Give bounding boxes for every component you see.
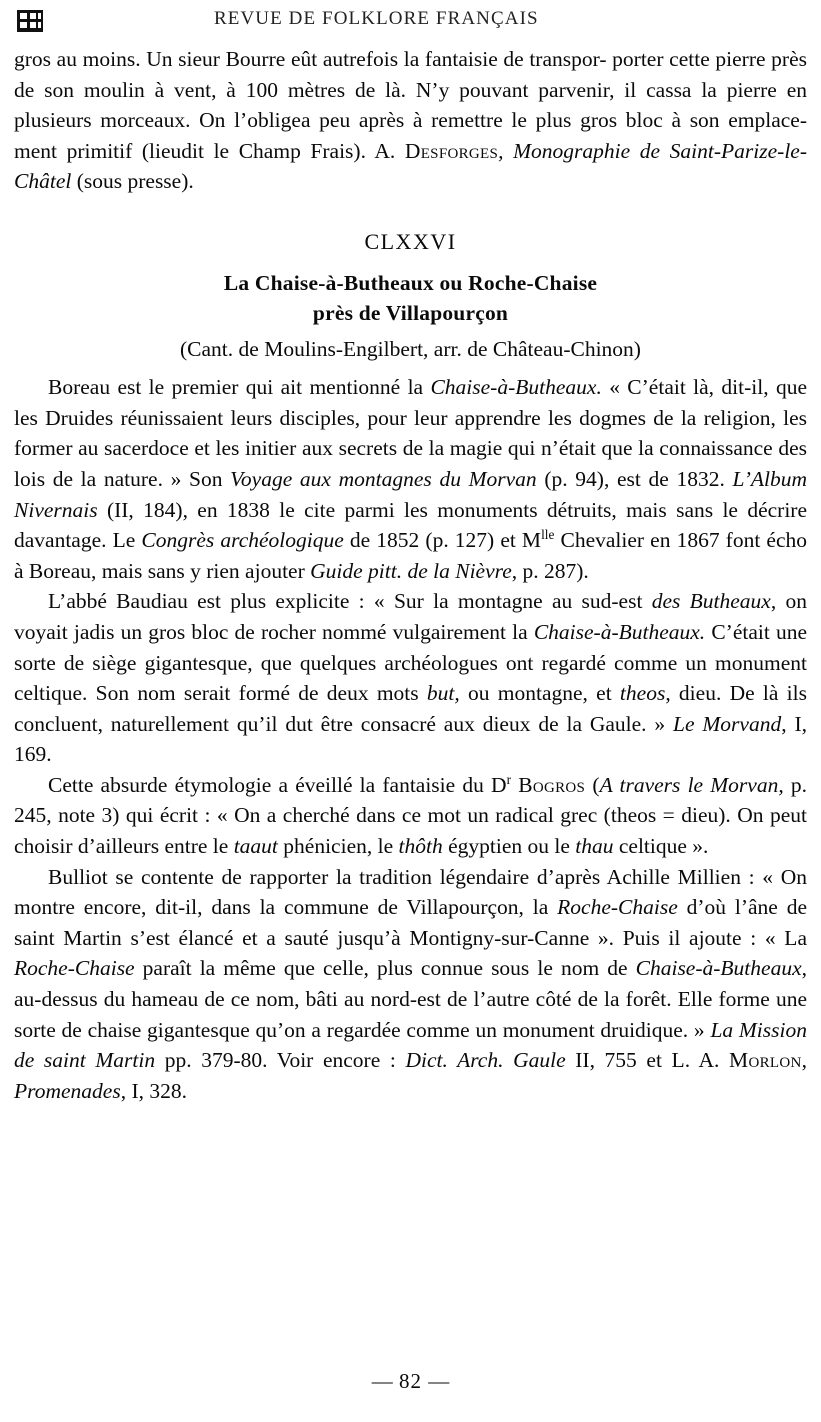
para-boreau-span-8: de 1852 (p. 127) et M bbox=[343, 528, 542, 553]
para-bulliot-span-7: La Mission de saint Martin bbox=[14, 1017, 807, 1073]
para-baudiau-span-10: , I, 169. bbox=[14, 711, 807, 767]
para-bulliot-span-2: d’où l’âne de saint Martin s’est élancé et a sauté jusqu’à Montigny-sur-Canne ». Puis il ajoute : « La bbox=[14, 895, 807, 950]
para-boreau bbox=[14, 372, 807, 586]
para-bogros-span-9: thôth bbox=[398, 834, 443, 859]
para-bogros-span-1: r bbox=[506, 771, 512, 787]
opening-line-1: gros au moins. Un sieur Bourre eût autrefois la fantaisie de transpor- bbox=[14, 47, 607, 71]
opening-work-title: , Monographie de Saint-Parize-le-Châtel bbox=[14, 138, 807, 194]
para-boreau-span-6: (II, 184), en 1838 le cite parmi les monuments détruits, mais sans le décrire davantage. Le bbox=[14, 497, 807, 553]
para-baudiau-span-7: theos bbox=[619, 681, 666, 706]
para-boreau-span-10: Chevalier en 1867 font écho à Boreau, mais sans y rien ajouter bbox=[14, 528, 808, 583]
para-baudiau-span-9: Le Morvand bbox=[673, 711, 782, 736]
para-baudiau-span-8: , dieu. De là ils concluent, naturellement qu’il dut être consacré aux dieux de la Gaule. » bbox=[14, 681, 807, 736]
opening-author: Desforges bbox=[404, 138, 499, 163]
para-bogros-span-10: égyptien ou le bbox=[442, 834, 576, 859]
opening-line-4: On l’obligea peu après à remettre le plus gros bloc à son emplace- bbox=[199, 108, 808, 133]
para-boreau-span-1: Chaise-à-Butheaux. bbox=[430, 375, 602, 400]
para-bulliot-span-13: Promenades bbox=[14, 1078, 121, 1103]
para-boreau-span-3: Voyage aux montagnes du Morvan bbox=[230, 466, 537, 491]
para-bogros-span-8: phénicien, le bbox=[277, 834, 399, 859]
para-boreau-span-4: (p. 94), est de 1832. bbox=[536, 466, 733, 491]
para-baudiau-span-5: but, bbox=[426, 681, 460, 706]
para-bogros-span-11: thau bbox=[575, 834, 614, 859]
para-bulliot-span-4: paraît la même que celle, plus connue sous le nom de bbox=[134, 956, 636, 981]
para-bulliot-span-8: pp. 379-80. Voir encore : bbox=[155, 1048, 406, 1073]
folio-dash-left: — bbox=[371, 1369, 393, 1393]
para-baudiau bbox=[14, 586, 807, 770]
para-bulliot-span-12: , bbox=[801, 1048, 807, 1073]
opening-paragraph bbox=[14, 44, 807, 197]
para-bogros-span-12: celtique ». bbox=[613, 834, 709, 859]
para-boreau-span-11: Guide pitt. de la Nièvre bbox=[310, 558, 512, 583]
page-body bbox=[14, 44, 807, 1106]
paragraph-list bbox=[14, 372, 807, 1106]
running-head-title: REVUE DE FOLKLORE FRANÇAIS bbox=[214, 8, 539, 29]
para-boreau-span-12: , p. 287). bbox=[511, 558, 589, 583]
para-boreau-span-7: Congrès archéologique bbox=[141, 528, 344, 553]
section-title bbox=[14, 268, 807, 328]
para-bogros-span-6: p. 245, note 3) qui écrit : « On a cherché dans ce mot un radical grec (theos = dieu). On peut choisir d’ailleurs entre le bbox=[14, 772, 808, 859]
opening-line-3: N’y pouvant parvenir, il cassa la pierre en plusieurs morceaux. bbox=[14, 77, 807, 133]
para-bulliot-span-10: II, 755 et L. A. bbox=[565, 1048, 730, 1073]
opening-line-5: ment primitif (lieudit le Champ Frais). A. bbox=[14, 138, 405, 163]
para-bogros-span-5: A travers le Morvan, bbox=[599, 772, 784, 797]
para-baudiau-span-1: des Butheaux bbox=[651, 589, 771, 614]
printers-mark-icon bbox=[16, 9, 44, 33]
para-bulliot-span-11: Morlon bbox=[729, 1048, 802, 1073]
para-bogros-span-7: taaut bbox=[233, 834, 278, 859]
para-boreau-span-5: L’Album Nivernais bbox=[14, 466, 807, 522]
para-boreau-span-2: « C’était là, dit-il, que les Druides réunissaient leurs disciples, pour leur apprendre les dogmes de la religion, les former au sacerdoce et les initier aux secrets de la magie qui n’était que la connaissance des lois de la nature. » Son bbox=[14, 375, 807, 491]
section-title-line-1: La Chaise-à-Butheaux ou Roche-Chaise bbox=[223, 270, 598, 295]
para-bulliot-span-6: , au-dessus du hameau de ce nom, bâti au nord-est de l’autre côté de la forêt. Elle forme une sorte de chaise gigantesque qu’on a regardée comme un monument druidique. » bbox=[14, 956, 807, 1042]
running-head bbox=[14, 8, 807, 38]
para-bogros bbox=[14, 770, 807, 862]
folio-number: 82 bbox=[399, 1369, 422, 1393]
para-baudiau-span-2: , on voyait jadis un gros bloc de rocher nommé vulgairement la bbox=[14, 589, 808, 644]
para-bulliot bbox=[14, 862, 807, 1107]
section-number: CLXXVI bbox=[364, 228, 457, 254]
opening-tail: (sous presse). bbox=[71, 169, 194, 194]
para-boreau-span-9: lle bbox=[541, 526, 555, 542]
section-subtitle: (Cant. de Moulins-Engilbert, arr. de Château-Chinon) bbox=[180, 336, 641, 361]
para-bogros-span-4: ( bbox=[585, 772, 600, 797]
para-bulliot-span-5: Chaise-à-Butheaux bbox=[635, 956, 802, 981]
section-title-line-2: près de Villapourçon bbox=[312, 300, 509, 325]
folio bbox=[0, 1369, 821, 1394]
folio-dash-right: — bbox=[428, 1369, 450, 1393]
para-bogros-span-0: Cette absurde étymologie a éveillé la fantaisie du D bbox=[48, 772, 507, 797]
para-baudiau-span-4: C’était une sorte de siège gigantesque, que quelques archéologues ont regardé comme un monument celtique. Son nom serait formé de deux mots bbox=[14, 619, 807, 706]
para-bulliot-span-0: Bulliot se contente de rapporter la tradition légendaire d’après Achille Millien : « On montre encore, dit-il, dans la commune de Villapourçon, la bbox=[14, 864, 807, 920]
para-bulliot-span-3: Roche-Chaise bbox=[14, 956, 135, 981]
para-baudiau-span-3: Chaise-à-Butheaux. bbox=[533, 619, 706, 644]
para-bogros-span-3: Bogros bbox=[518, 772, 586, 797]
para-bulliot-span-9: Dict. Arch. Gaule bbox=[405, 1048, 566, 1073]
opening-line-2: porter cette pierre près de son moulin à vent, à 100 mètres de là. bbox=[14, 47, 807, 102]
para-bulliot-span-14: , I, 328. bbox=[120, 1078, 187, 1103]
para-baudiau-span-6: ou montagne, et bbox=[459, 681, 620, 706]
para-bulliot-span-1: Roche-Chaise bbox=[557, 895, 678, 920]
para-boreau-span-0: Boreau est le premier qui ait mentionné la bbox=[48, 375, 431, 400]
para-baudiau-span-0: L’abbé Baudiau est plus explicite : « Sur la montagne au sud-est bbox=[48, 589, 652, 614]
